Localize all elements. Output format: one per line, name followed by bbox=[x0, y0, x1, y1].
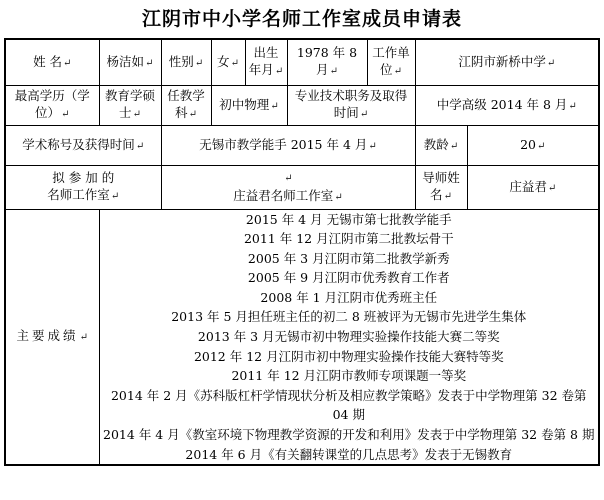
edu-value-cell bbox=[99, 85, 161, 125]
gender-value-cell bbox=[211, 39, 245, 85]
application-form-table bbox=[4, 38, 600, 466]
name-value: 杨洁如 bbox=[106, 53, 145, 69]
prof-title-label: 专业技术职务及取得时间 bbox=[294, 88, 408, 120]
row-basic-info bbox=[5, 39, 599, 85]
paragraph-mark: ↵ bbox=[188, 109, 197, 120]
academic-label-cell bbox=[5, 125, 161, 165]
achievement-item: 2013 年 5 月担任班主任的初二 8 班被评为无锡市先进学生集体 bbox=[171, 309, 527, 325]
academic-value: 无锡市教学能手 2015 年 4 月 bbox=[199, 136, 368, 152]
gender-label: 性别 bbox=[168, 53, 194, 69]
paragraph-mark: ↵ bbox=[547, 182, 557, 194]
paragraph-mark: ↵ bbox=[61, 109, 70, 120]
paragraph-mark: ↵ bbox=[334, 192, 343, 203]
paragraph-mark: ↵ bbox=[135, 140, 145, 152]
paragraph-mark: ↵ bbox=[443, 191, 452, 202]
achievement-item: 2014 年 2 月《苏科版杠杆学情现状分析及相应教学策略》发表于中学物理第 32 卷第 04 期 bbox=[110, 387, 587, 423]
paragraph-mark: ↵ bbox=[110, 191, 120, 202]
studio-label-cell bbox=[5, 165, 161, 209]
prof-title-value-cell bbox=[415, 85, 599, 125]
mentor-label-cell bbox=[415, 165, 467, 209]
row-achievements bbox=[5, 209, 599, 465]
paragraph-mark: ↵ bbox=[329, 66, 338, 78]
paragraph-mark: ↵ bbox=[79, 332, 88, 344]
row-studio bbox=[5, 165, 599, 209]
studio-label-line1: 拟 参 加 的 bbox=[52, 170, 115, 185]
achievements-list bbox=[99, 209, 599, 465]
achievement-item: 2008 年 1 月江阴市优秀班主任 bbox=[260, 289, 438, 305]
achievement-item: 2011 年 12 月江阴市教师专项课题一等奖 bbox=[231, 368, 467, 384]
edu-label-cell bbox=[5, 85, 99, 125]
mentor-value: 庄益君 bbox=[509, 178, 547, 194]
name-label: 姓 名 bbox=[33, 53, 63, 69]
achievement-item: 2013 年 3 月无锡市初中物理实验操作技能大赛二等奖 bbox=[197, 329, 500, 345]
paragraph-mark: ↵ bbox=[274, 66, 284, 78]
paragraph-mark: ↵ bbox=[449, 140, 459, 152]
subject-value: 初中物理 bbox=[219, 96, 270, 112]
subject-label: 任教学科 bbox=[167, 88, 205, 120]
paragraph-mark: ↵ bbox=[537, 140, 546, 152]
age-label-cell bbox=[415, 125, 467, 165]
achievement-item: 2014 年 6 月《有关翻转课堂的几点思考》发表于无锡教育 bbox=[185, 446, 513, 462]
edu-value: 教育学硕士 bbox=[104, 88, 155, 120]
studio-value-cell bbox=[161, 165, 415, 209]
mentor-label: 导师姓名 bbox=[422, 170, 460, 202]
paragraph-mark: ↵ bbox=[546, 57, 556, 69]
gender-label-cell bbox=[161, 39, 211, 85]
studio-value: 庄益君名师工作室 bbox=[233, 188, 334, 203]
achievements-label: 主要成绩 bbox=[16, 328, 79, 344]
paragraph-mark: ↵ bbox=[145, 57, 154, 69]
prof-title-value: 中学高级 2014 年 8 月 bbox=[436, 96, 568, 112]
studio-label-line2: 名师工作室 bbox=[47, 187, 110, 202]
paragraph-mark: ↵ bbox=[568, 100, 577, 112]
age-label: 教龄 bbox=[423, 136, 449, 152]
unit-label-cell bbox=[367, 39, 415, 85]
gender-value: 女 bbox=[217, 53, 230, 69]
paragraph-mark: ↵ bbox=[270, 100, 279, 112]
name-label-cell bbox=[5, 39, 99, 85]
birth-label-cell bbox=[245, 39, 287, 85]
achievement-item: 2014 年 4 月《教室环境下物理教学资源的开发和利用》发表于中学物理第 32 卷第 8 期 bbox=[103, 427, 595, 443]
achievement-item: 2015 年 4 月 无锡市第七批教学能手 bbox=[245, 211, 452, 227]
unit-value: 江阴市新桥中学 bbox=[458, 53, 546, 69]
paragraph-mark: ↵ bbox=[230, 57, 239, 69]
achievement-item: 2011 年 12 月江阴市第二批教坛骨干 bbox=[243, 231, 454, 247]
achievement-item: 2012 年 12 月江阴市初中物理实验操作技能大赛特等奖 bbox=[193, 348, 504, 364]
form-title: 江阴市中小学名师工作室成员申请表 bbox=[141, 8, 462, 30]
row-academic bbox=[5, 125, 599, 165]
row-education bbox=[5, 85, 599, 125]
subject-label-cell bbox=[161, 85, 211, 125]
mentor-value-cell bbox=[467, 165, 599, 209]
edu-label: 最高学历（学位） bbox=[14, 88, 90, 120]
paragraph-mark: ↵ bbox=[393, 66, 402, 78]
paragraph-mark: ↵ bbox=[63, 57, 72, 69]
age-value-cell bbox=[467, 125, 599, 165]
achievement-item: 2005 年 9 月江阴市优秀教育工作者 bbox=[247, 270, 450, 286]
paragraph-mark: ↵ bbox=[194, 57, 204, 69]
name-value-cell bbox=[99, 39, 161, 85]
paragraph-mark: ↵ bbox=[284, 173, 293, 184]
academic-value-cell bbox=[161, 125, 415, 165]
subject-value-cell bbox=[211, 85, 287, 125]
achievements-label-cell bbox=[5, 209, 99, 465]
birth-label: 出生年月 bbox=[248, 45, 279, 78]
unit-label: 工作单位 bbox=[372, 45, 410, 78]
paragraph-mark: ↵ bbox=[368, 140, 377, 152]
achievement-item: 2005 年 3 月江阴市第二批教学新秀 bbox=[247, 250, 450, 266]
birth-value: 1978 年 8 月 bbox=[296, 45, 358, 78]
paragraph-mark: ↵ bbox=[359, 109, 369, 120]
unit-value-cell bbox=[415, 39, 599, 85]
prof-title-label-cell bbox=[287, 85, 415, 125]
age-value: 20 bbox=[520, 136, 537, 152]
academic-label: 学术称号及获得时间 bbox=[22, 136, 135, 152]
paragraph-mark: ↵ bbox=[132, 109, 141, 120]
birth-value-cell bbox=[287, 39, 367, 85]
